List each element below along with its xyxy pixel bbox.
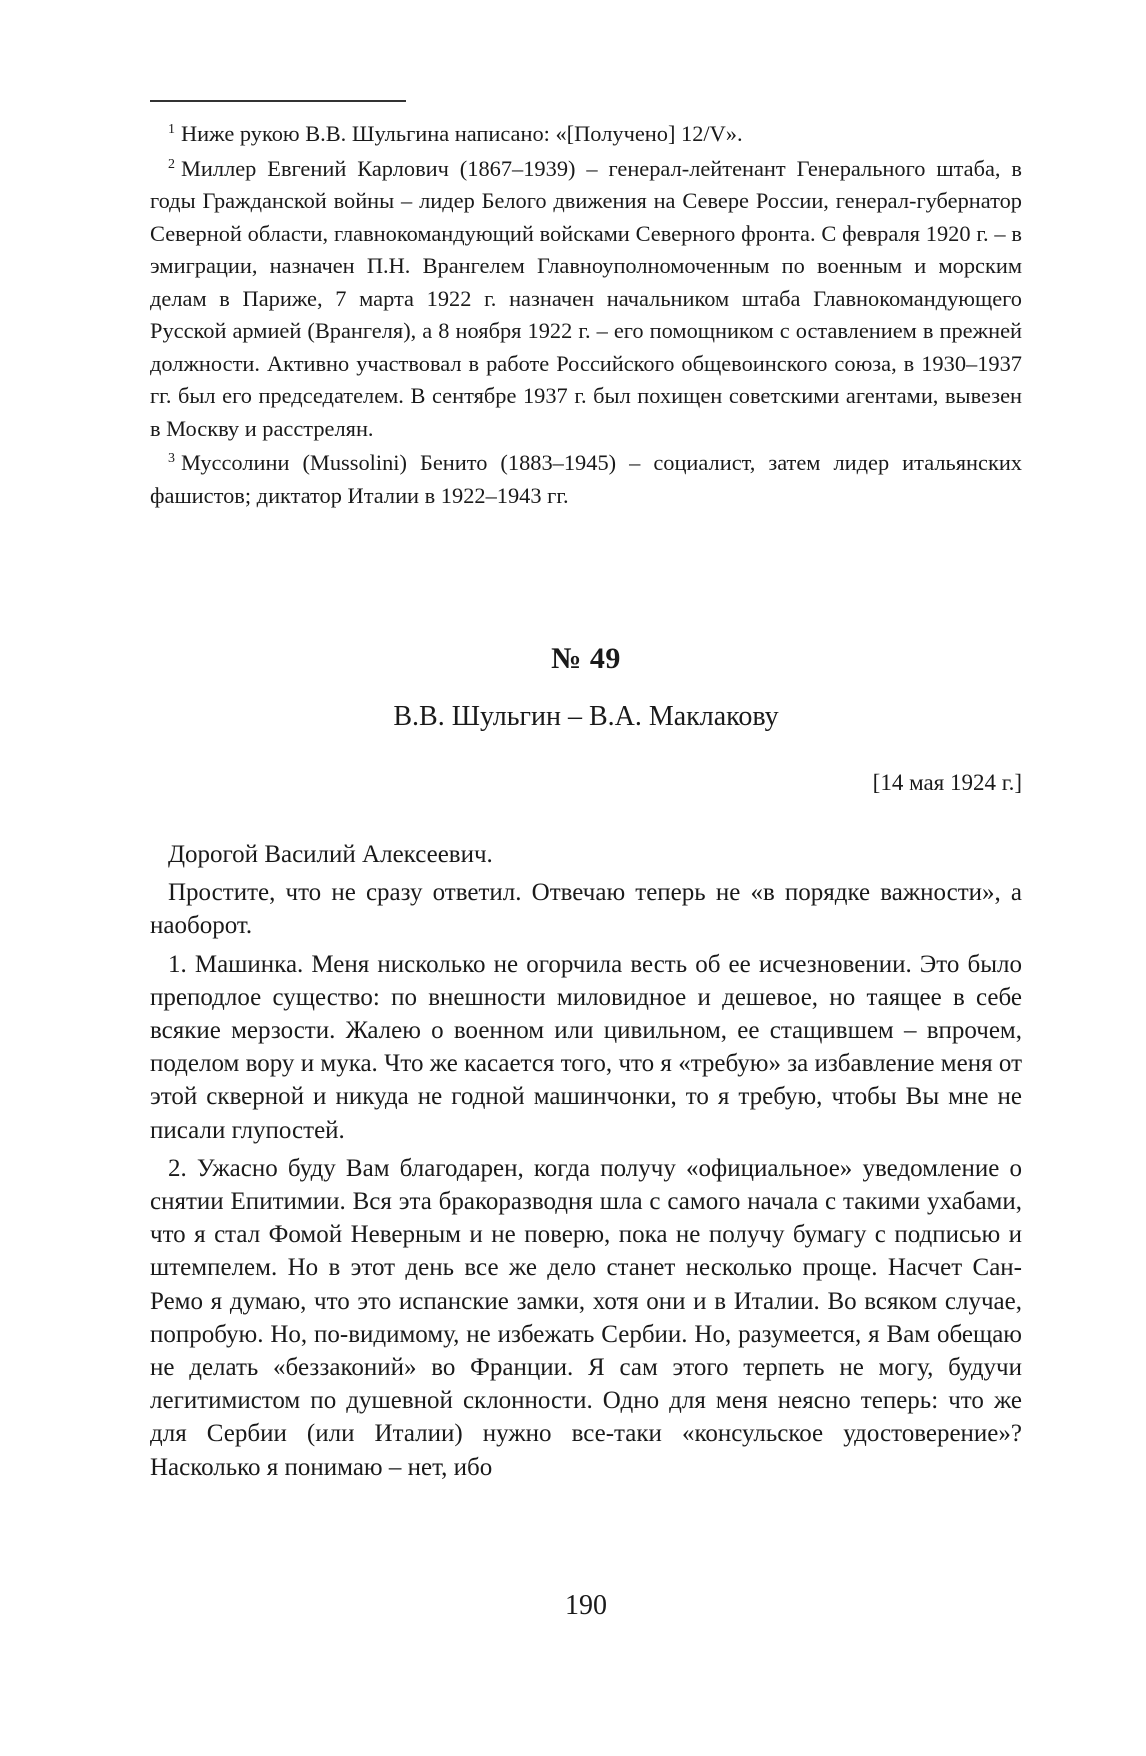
document-number: № 49 bbox=[551, 642, 621, 675]
footnote-marker: 2 bbox=[168, 156, 175, 172]
footnote-text: Муссолини (Mussolini) Бенито (1883–1945) – социалист, затем лидер итальянских фашистов; диктатор Италии в 1922–1943 гг. bbox=[150, 450, 1022, 508]
footnote-marker: 3 bbox=[168, 451, 175, 466]
letter-paragraph: 1. Машинка. Меня нисколько не огорчила весть об ее исчезновении. Это было преподлое существо: по внешности миловидное и дешевое, но таящее в себе всякие мерзости. Жалею о военном или цивильном, ее стащившем – впрочем, поделом вору и мука. Что же касается того, что я «требую» за избавление меня от этой скверной и никуда не годной машинчонки, то я требую, чтобы Вы мне не писали глупостей. bbox=[150, 950, 1022, 1144]
footnote-text: Миллер Евгений Карлович (1867–1939) – генерал-лейтенант Генерального штаба, в годы Гражданской войны – лидер Белого движения на Севере России, генерал-губернатор Северной области, главнокомандующий войсками Северного фронта. С февраля 1920 г. – в эмиграции, назначен П.Н. Врангелем Главноуполномоченным по военным и морским делам в Париже, 7 марта 1922 г. назначен начальником штаба Главнокомандующего Русской армией (Врангеля), а 8 ноября 1922 г. – его помощником с оставлением в прежней должности. Активно участвовал в работе Российского общевоинского союза, в 1930–1937 гг. был его председателем. В сентябре 1937 г. был похищен советскими агентами, вывезен в Москву и расстрелян. bbox=[150, 155, 1022, 441]
letter-body bbox=[150, 838, 1022, 1489]
footnote-separator-rule bbox=[150, 100, 406, 102]
footnote-3 bbox=[150, 447, 1022, 512]
document-date: [14 мая 1924 г.] bbox=[872, 770, 1022, 795]
letter-paragraph: Простите, что не сразу ответил. Отвечаю теперь не «в порядке важности», а наоборот. bbox=[150, 879, 1022, 940]
footnote-2 bbox=[150, 153, 1022, 446]
document-title: В.В. Шульгин – В.А. Маклакову bbox=[393, 701, 779, 732]
footnotes-section bbox=[150, 118, 1022, 514]
footnote-1 bbox=[150, 118, 1022, 151]
footnote-text: Ниже рукою В.В. Шульгина написано: «[Получено] 12/V». bbox=[181, 121, 743, 146]
page-number: 190 bbox=[565, 1590, 607, 1621]
letter-paragraph: 2. Ужасно буду Вам благодарен, когда получу «официальное» уведомление о снятии Епитимии. Вся эта бракоразводня шла с самого начала с такими ухабами, что я стал Фомой Неверным и не поверю, пока не получу бумагу с подписью и штемпелем. Но в этот день все же дело станет несколько проще. Насчет Сан-Ремо я думаю, что это испанские замки, хотя они и в Италии. Во всяком случае, попробую. Но, по-видимому, не избежать Сербии. Но, разумеется, я Вам обещаю не делать «беззаконий» во Франции. Я сам этого терпеть не могу, будучи легитимистом по душевной склонности. Одно для меня неясно теперь: что же для Сербии (или Италии) нужно все-таки «консульское удостоверение»? Насколько я понимаю – нет, ибо bbox=[150, 1154, 1022, 1481]
letter-salutation: Дорогой Василий Алексеевич. bbox=[168, 841, 493, 868]
footnote-marker: 1 bbox=[168, 122, 175, 137]
